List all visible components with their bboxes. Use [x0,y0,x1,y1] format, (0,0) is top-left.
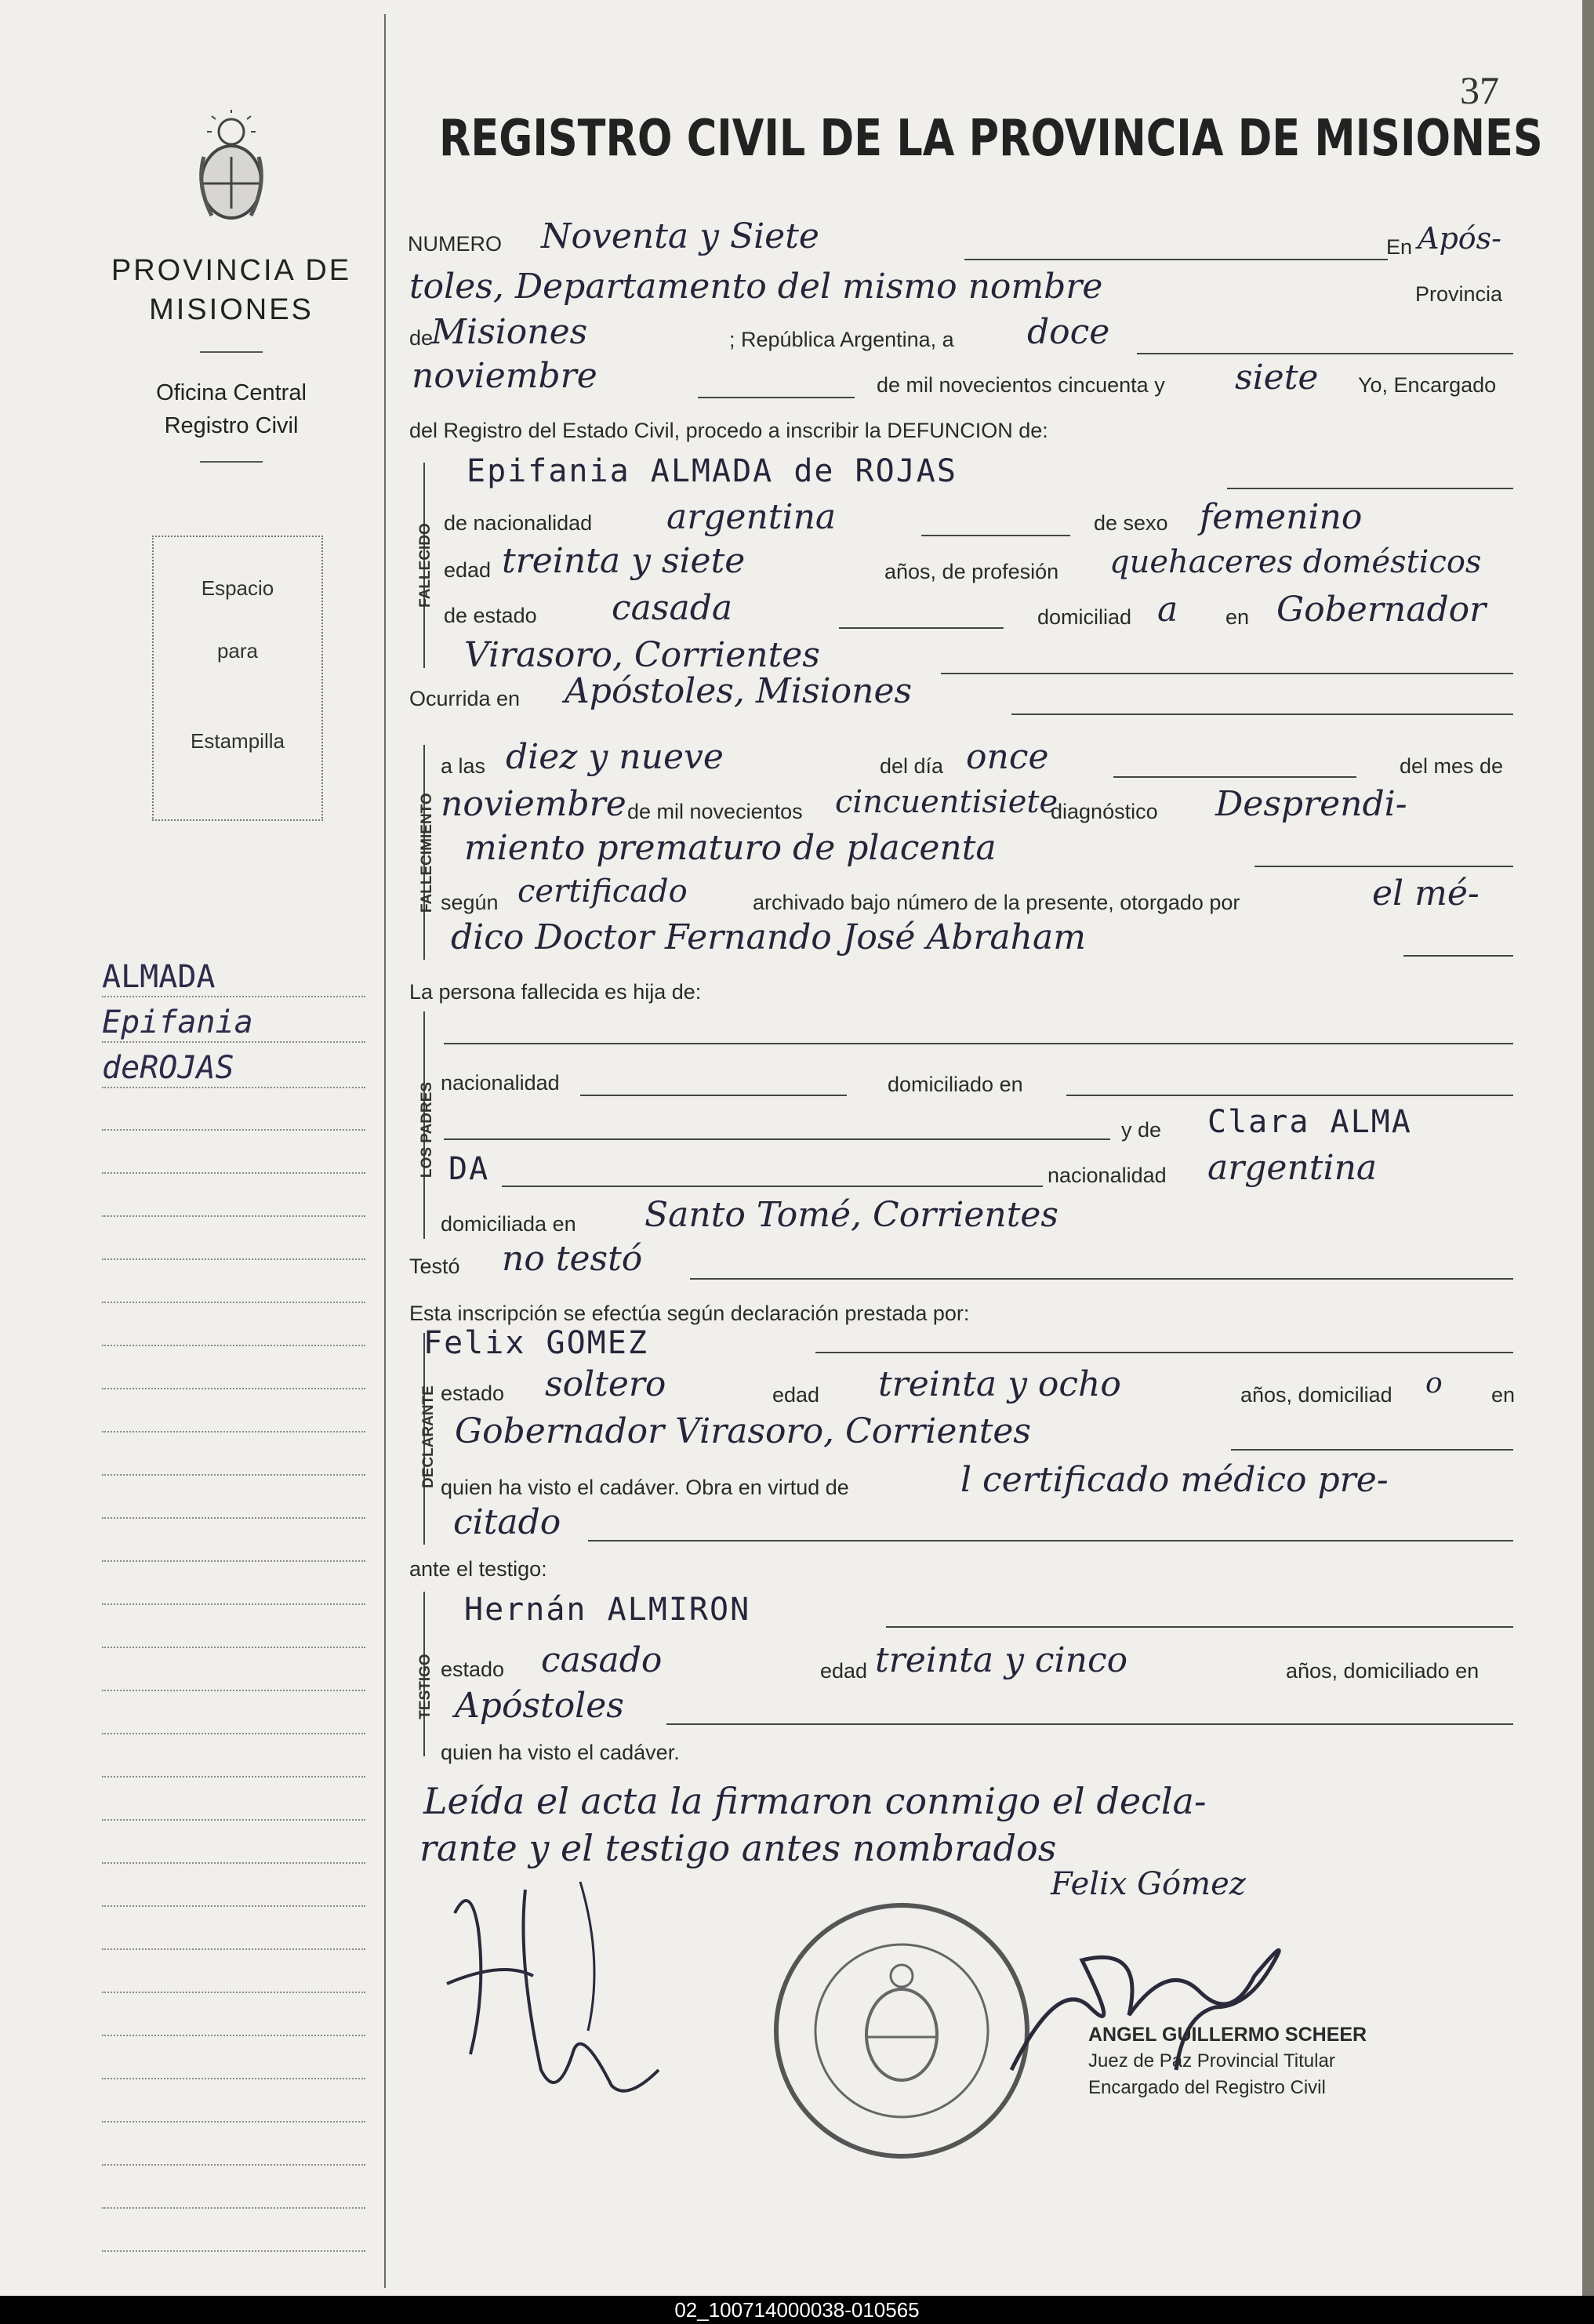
entry-obra-2: citado [453,1502,561,1542]
blank-line [1255,866,1513,867]
index-name-line-3: deROJAS [102,1050,234,1086]
index-name-line-1: ALMADA [102,959,216,995]
entry-nacionalidad: argentina [666,497,837,537]
stamp-box-line-2: para [216,639,259,663]
entry-ocurrida: Apóstoles, Misiones [565,671,913,711]
office-line-2: Registro Civil [164,413,299,438]
divider [200,461,263,463]
entry-mes: noviembre [412,356,597,396]
entry-obra-1: l certificado médico pre- [960,1460,1389,1500]
page-number: 37 [1460,68,1499,112]
blank-line [941,673,1513,674]
entry-testigo-estado: casado [541,1640,663,1680]
blank-line [1403,955,1513,957]
tag-fallecido: FALLECIDO [417,523,434,608]
entry-testigo-nombre: Hernán ALMIRON [464,1592,751,1628]
province-heading [78,251,384,329]
entry-en-1: Após- [1418,221,1501,256]
label-y-de: y de [1121,1118,1162,1142]
office-heading [78,376,384,442]
label-domiciliado-padre: domiciliado en [888,1073,1023,1096]
label-nacionalidad: de nacionalidad [444,511,593,535]
blank-line [698,397,855,398]
stamp-box [152,536,323,821]
blank-line [444,1138,1110,1140]
entry-otorgado-1: el mé- [1372,873,1480,913]
label-declarante-en: en [1491,1383,1516,1407]
label-del-mes: del mes de [1400,754,1504,778]
entry-madre-nacionalidad: argentina [1207,1148,1378,1188]
label-domiciliada-madre: domiciliada en [441,1212,576,1236]
entry-provincia: Misiones [431,312,588,352]
tag-padres: LOS PADRES [419,1081,435,1178]
entry-hora: diez y nueve [506,737,724,777]
blank-line [588,1540,1513,1541]
entry-testo: no testó [502,1239,643,1279]
court-seal-icon [768,1897,1035,2164]
label-testo: Testó [409,1255,460,1278]
label-segun: según [441,891,499,914]
entry-declarante-domiciliado-sufijo: o [1425,1367,1443,1400]
office-line-1: Oficina Central [156,380,307,405]
entry-sexo: femenino [1200,497,1363,537]
entry-numero: Noventa y Siete [541,216,819,256]
label-yo-encargado: Yo, Encargado [1358,373,1497,397]
stamp-box-line-3: Estampilla [191,729,285,753]
official-title-2: Encargado del Registro Civil [1088,2077,1326,2098]
entry-segun: certificado [517,873,688,910]
tag-testigo: TESTIGO [417,1654,434,1719]
label-testigo-estado: estado [441,1658,505,1681]
label-provincia: Provincia [1415,282,1503,306]
label-ocurrida: Ocurrida en [409,687,521,710]
signature-declarante: Felix Gómez [1051,1866,1246,1902]
label-obra: quien ha visto el cadáver. Obra en virtud de [441,1476,849,1499]
label-archivado: archivado bajo número de la presente, otorgado por [753,891,1240,914]
entry-anio: siete [1235,358,1319,398]
entry-en-2: toles, Departamento del mismo nombre [409,267,1103,307]
label-inscripcion: Esta inscripción se efectúa según declaración prestada por: [409,1302,970,1325]
entry-cierre-2: rante y el testigo antes nombrados [419,1827,1057,1869]
image-id-footer: 02_100714000038-010565 [0,2296,1594,2324]
tag-declarante: DECLARANTE [420,1385,437,1488]
entry-declarante-estado: soltero [545,1364,666,1404]
blank-line [1231,1449,1513,1451]
index-name-line-2: Epifania [102,1004,253,1040]
label-de-mil: de mil novecientos cincuenta y [877,373,1165,397]
entry-madre-domicilio: Santo Tomé, Corrientes [644,1195,1058,1235]
entry-fallecido-nombre: Epifania ALMADA de ROJAS [467,453,957,489]
blank-line [1011,714,1513,715]
label-de-mil-2: de mil novecientos [627,800,803,823]
signature-testigo [423,1866,706,2125]
blank-line [921,535,1070,536]
label-en-domicilio: en [1225,605,1250,629]
entry-anio-fallecimiento: cincuentisiete [835,784,1058,820]
label-edad: edad [444,558,492,582]
entry-mes-fallecimiento: noviembre [441,784,626,824]
label-en: En [1386,235,1413,259]
label-numero: NUMERO [408,232,502,256]
label-de: de [409,326,434,350]
label-sexo: de sexo [1094,511,1168,535]
document-title: REGISTRO CIVIL DE LA PROVINCIA DE MISIONES [439,110,1543,168]
entry-domicilio-sufijo: a [1157,590,1178,630]
blank-line [666,1723,1513,1725]
entry-declarante-edad: treinta y ocho [878,1364,1121,1404]
label-declarante-domiciliad: años, domiciliad [1240,1383,1392,1407]
label-testigo-quien: quien ha visto el cadáver. [441,1741,680,1764]
entry-otorgado-2: dico Doctor Fernando José Abraham [451,917,1086,957]
blank-line [839,627,1004,629]
entry-declarante-nombre: Felix GOMEZ [423,1325,648,1361]
entry-estado: casada [612,588,733,628]
coat-of-arms-icon [188,110,274,227]
entry-declarante-domicilio: Gobernador Virasoro, Corrientes [455,1411,1032,1451]
blank-line [444,1043,1513,1044]
official-name: ANGEL GUILLERMO SCHEER [1088,2024,1367,2046]
entry-dia: doce [1027,312,1110,352]
blank-line [1227,488,1513,489]
entry-madre-1: Clara ALMA [1207,1104,1412,1140]
entry-testigo-edad: treinta y cinco [875,1640,1128,1680]
blank-line [886,1626,1513,1628]
province-line-2: MISIONES [149,293,314,326]
entry-domicilio-2: Virasoro, Corrientes [464,635,820,675]
label-del-dia: del día [880,754,944,778]
entry-cierre-1: Leída el acta la firmaron conmigo el decla- [423,1780,1207,1822]
stamp-box-line-1: Espacio [201,576,274,600]
entry-testigo-domicilio: Apóstoles [455,1686,624,1726]
divider [200,351,263,353]
margin-rule [384,14,386,2288]
entry-domicilio-1: Gobernador [1276,590,1487,630]
entry-diagnostico-1: Desprendi- [1215,784,1407,824]
label-profesion: años, de profesión [884,560,1059,583]
blank-line [690,1278,1513,1280]
label-declarante-estado: estado [441,1382,505,1405]
label-declarante-edad: edad [772,1383,820,1407]
page-edge [1582,0,1594,2296]
tag-fallecimiento: FALLECIMIENTO [419,793,435,913]
label-a-las: a las [441,754,486,778]
official-title-1: Juez de Paz Provincial Titular [1088,2050,1335,2072]
blank-line [1113,776,1356,778]
province-line-1: PROVINCIA DE [111,254,352,287]
label-diagnostico: diagnóstico [1051,800,1158,823]
entry-profesion: quehaceres domésticos [1109,544,1482,580]
entry-dia-fallecimiento: once [966,737,1049,777]
blank-line [502,1186,1043,1187]
blank-line [1066,1095,1513,1096]
blank-line [580,1095,847,1096]
blank-line [964,259,1388,260]
label-republica: ; República Argentina, a [729,328,954,351]
label-testigo-edad: edad [820,1659,868,1683]
entry-edad: treinta y siete [502,541,746,581]
label-nacionalidad-madre: nacionalidad [1048,1164,1167,1187]
label-hija-de: La persona fallecida es hija de: [409,980,702,1004]
label-domiciliada: domiciliad [1037,605,1132,629]
entry-madre-2: DA [448,1151,490,1187]
label-del-registro: del Registro del Estado Civil, procedo a inscribir la DEFUNCION de: [409,419,1048,442]
blank-line [1137,353,1513,354]
official-signature-block [1088,2021,1367,2101]
label-testigo-domiciliado: años, domiciliado en [1286,1659,1480,1683]
blank-line [815,1352,1513,1353]
label-ante-testigo: ante el testigo: [409,1557,547,1581]
label-nacionalidad-padre: nacionalidad [441,1071,560,1095]
entry-diagnostico-2: miento prematuro de placenta [464,828,997,868]
label-estado: de estado [444,604,537,627]
